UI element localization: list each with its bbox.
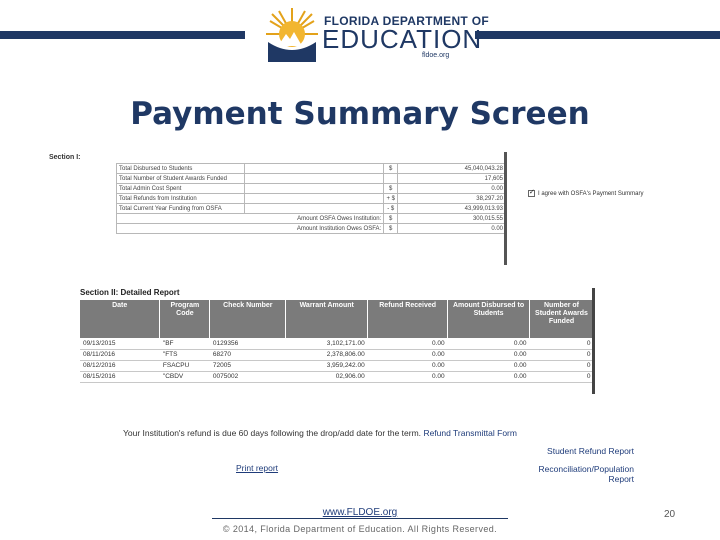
row-value: 0.00 — [398, 184, 506, 194]
table-row — [80, 349, 594, 360]
agree-checkbox[interactable] — [528, 190, 535, 197]
table-row — [117, 194, 506, 204]
row-currency: + $ — [384, 194, 398, 204]
table-row — [80, 338, 594, 349]
row-currency: - $ — [384, 204, 398, 214]
column-header: Warrant Amount — [286, 300, 368, 338]
refund-due-text: Your Institution's refund is due 60 days following the drop/add date for the term. — [123, 428, 422, 438]
org-name-line2: EDUCATION — [322, 24, 483, 54]
cell-awards: 0 — [530, 349, 594, 360]
cell-check: 0075002 — [210, 371, 286, 382]
cell-date: 08/12/2016 — [80, 360, 160, 371]
print-report-link[interactable]: Print report — [236, 463, 279, 473]
page-number: 20 — [664, 509, 676, 520]
row-currency: $ — [384, 214, 398, 224]
table-header-row — [80, 300, 594, 338]
cell-disbursed: 0.00 — [448, 360, 530, 371]
row-label: Amount Institution Owes OSFA: — [117, 224, 384, 234]
header-bar-right — [475, 31, 720, 39]
copyright: © 2014, Florida Department of Education. All Rights Reserved. — [222, 524, 498, 534]
cell-check: 72005 — [210, 360, 286, 371]
column-header: Number of Student Awards Funded — [530, 300, 594, 338]
refund-due-notice — [123, 428, 517, 438]
website-link[interactable]: www.FLDOE.org — [322, 507, 398, 518]
reconciliation-link-line2: Report — [608, 474, 634, 484]
row-currency: $ — [384, 164, 398, 174]
row-value: 300,015.55 — [398, 214, 506, 224]
cell-warrant: 02,906.00 — [286, 371, 368, 382]
cell-program: "CBDV — [160, 371, 210, 382]
cell-awards: 0 — [530, 338, 594, 349]
cell-disbursed: 0.00 — [448, 371, 530, 382]
cell-check: 0129356 — [210, 338, 286, 349]
student-refund-report-link[interactable]: Student Refund Report — [547, 446, 634, 456]
table-row — [117, 174, 506, 184]
org-site: fldoe.org — [422, 52, 450, 59]
row-label: Amount OSFA Owes Institution: — [117, 214, 384, 224]
header-bar-left — [0, 31, 245, 39]
cell-refund: 0.00 — [368, 349, 448, 360]
cell-disbursed: 0.00 — [448, 349, 530, 360]
org-name-line1: FLORIDA DEPARTMENT OF — [324, 14, 489, 28]
cell-program: "BF — [160, 338, 210, 349]
row-currency: $ — [384, 184, 398, 194]
cell-disbursed: 0.00 — [448, 338, 530, 349]
agree-checkbox-row[interactable] — [528, 190, 644, 197]
column-header: Program Code — [160, 300, 210, 338]
row-label: Total Refunds from Institution — [117, 194, 245, 204]
fldoe-logo — [262, 2, 489, 66]
row-value: 38,297.20 — [398, 194, 506, 204]
table-row — [117, 224, 506, 234]
refund-transmittal-form-link[interactable]: Refund Transmittal Form — [423, 428, 517, 438]
cell-warrant: 2,378,806.00 — [286, 349, 368, 360]
row-currency: $ — [384, 224, 398, 234]
row-label: Total Admin Cost Spent — [117, 184, 245, 194]
column-header: Date — [80, 300, 160, 338]
cell-program: "FTS — [160, 349, 210, 360]
column-header: Refund Received — [368, 300, 448, 338]
cell-date: 08/11/2016 — [80, 349, 160, 360]
sun-logo-icon — [264, 6, 320, 62]
section1-table — [116, 163, 506, 234]
reconciliation-link-line1: Reconciliation/Population — [538, 464, 634, 474]
row-label: Total Disbursed to Students — [117, 164, 245, 174]
row-value: 0.00 — [398, 224, 506, 234]
table-row — [117, 184, 506, 194]
table-row — [80, 371, 594, 382]
cell-refund: 0.00 — [368, 371, 448, 382]
cell-program: FSACPU — [160, 360, 210, 371]
section2-border — [592, 288, 595, 394]
section2-label: Section II: Detailed Report — [80, 288, 180, 297]
table-row — [80, 360, 594, 371]
row-currency — [384, 174, 398, 184]
page-title: Payment Summary Screen — [130, 96, 590, 132]
row-value: 43,999,013.93 — [398, 204, 506, 214]
footer-divider — [212, 518, 508, 519]
section1-label: Section I: — [49, 154, 81, 161]
row-label: Total Number of Student Awards Funded — [117, 174, 245, 184]
cell-refund: 0.00 — [368, 360, 448, 371]
column-header: Amount Disbursed to Students — [448, 300, 530, 338]
row-value: 17,605 — [398, 174, 506, 184]
table-row — [117, 164, 506, 174]
cell-warrant: 3,102,171.00 — [286, 338, 368, 349]
cell-check: 68270 — [210, 349, 286, 360]
column-header: Check Number — [210, 300, 286, 338]
cell-awards: 0 — [530, 360, 594, 371]
row-value: 45,040,043.28 — [398, 164, 506, 174]
cell-date: 08/15/2016 — [80, 371, 160, 382]
cell-refund: 0.00 — [368, 338, 448, 349]
table-row — [117, 204, 506, 214]
cell-awards: 0 — [530, 371, 594, 382]
reconciliation-report-link[interactable] — [500, 464, 634, 484]
agree-label: I agree with OSFA's Payment Summary — [538, 190, 644, 197]
section1-border — [504, 152, 507, 265]
section2-table — [80, 300, 594, 383]
cell-warrant: 3,959,242.00 — [286, 360, 368, 371]
cell-date: 09/13/2015 — [80, 338, 160, 349]
row-label: Total Current Year Funding from OSFA — [117, 204, 245, 214]
table-row — [117, 214, 506, 224]
